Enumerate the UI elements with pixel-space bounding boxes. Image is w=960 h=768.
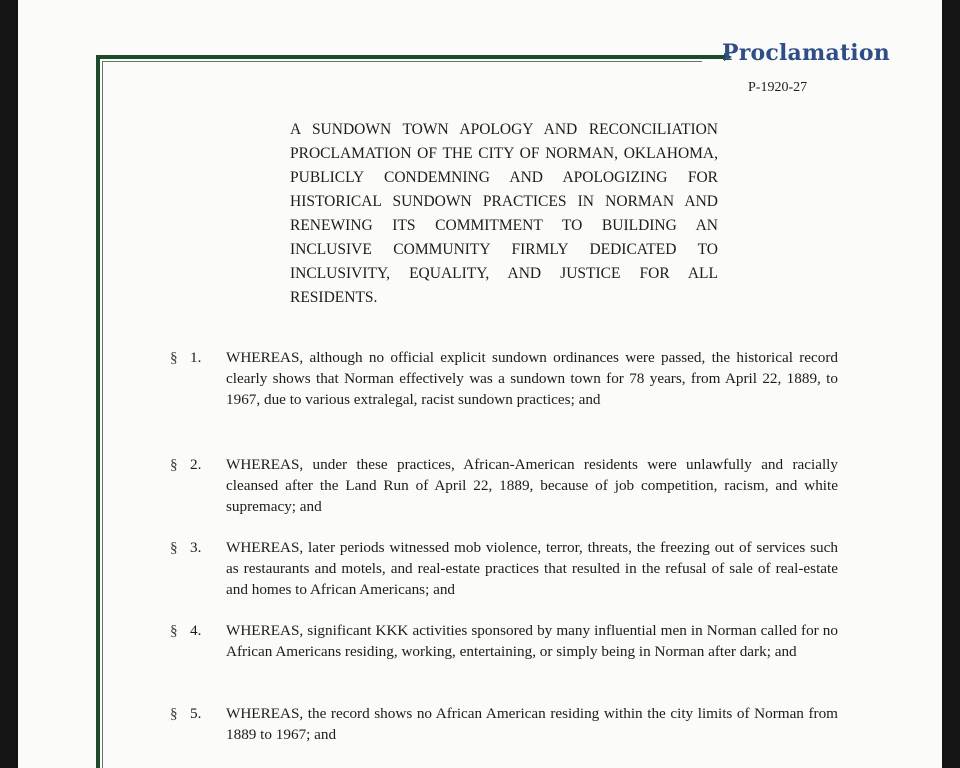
clause-text: WHEREAS, significant KKK activities sponsored by many influential men in Norman called for no African Americans residing, working, entertaining, or simply being in Norman after dark; and (226, 622, 838, 660)
border-inner-top-rule (102, 61, 702, 62)
clause-number: 2. (190, 456, 202, 473)
proclamation-number: P-1920-27 (748, 80, 808, 95)
section-mark: § (170, 456, 178, 473)
border-inner-left-rule (102, 61, 103, 768)
border-left-rule (96, 55, 100, 768)
proclamation-heading: A SUNDOWN TOWN APOLOGY AND RECONCILIATION PROCLAMATION OF THE CITY OF NORMAN, OKLAHOMA, PUBLICLY CONDEMNING AND APOLOGIZING FOR HISTORICAL SUNDOWN PRACTICES IN NORMAN AND RENEWING ITS COMMITMENT TO BUILDING AN INCLUSIVE COMMUNITY FIRMLY DEDICATED TO INCLUSIVITY, EQUALITY, AND JUSTICE FOR ALL RESIDENTS. (290, 121, 718, 306)
clause-number: 1. (190, 349, 202, 366)
section-mark: § (170, 622, 178, 639)
clause-text: WHEREAS, although no official explicit sundown ordinances were passed, the historical record clearly shows that Norman effectively was a sundown town for 78 years, from April 22, 1889, to 1967, due to various extralegal, racist sundown practices; and (226, 349, 838, 408)
clause-number: 4. (190, 622, 202, 639)
clause-text: WHEREAS, later periods witnessed mob violence, terror, threats, the freezing out of services such as restaurants and motels, and real-estate practices that resulted in the refusal of sale of real-estate and homes to African Americans; and (226, 539, 838, 598)
proclamation-title: Proclamation (722, 40, 890, 66)
clause-number: 3. (190, 539, 202, 556)
clause-text: WHEREAS, under these practices, African-American residents were unlawfully and racially cleansed after the Land Run of April 22, 1889, because of job competition, racism, and white supremacy; and (226, 456, 838, 515)
section-mark: § (170, 349, 178, 366)
border-top-rule (96, 55, 724, 59)
section-mark: § (170, 539, 178, 556)
document-page (18, 0, 942, 768)
section-mark: § (170, 705, 178, 722)
clause-text: WHEREAS, the record shows no African American residing within the city limits of Norman from 1889 to 1967; and (226, 705, 838, 743)
clause-number: 5. (190, 705, 202, 722)
